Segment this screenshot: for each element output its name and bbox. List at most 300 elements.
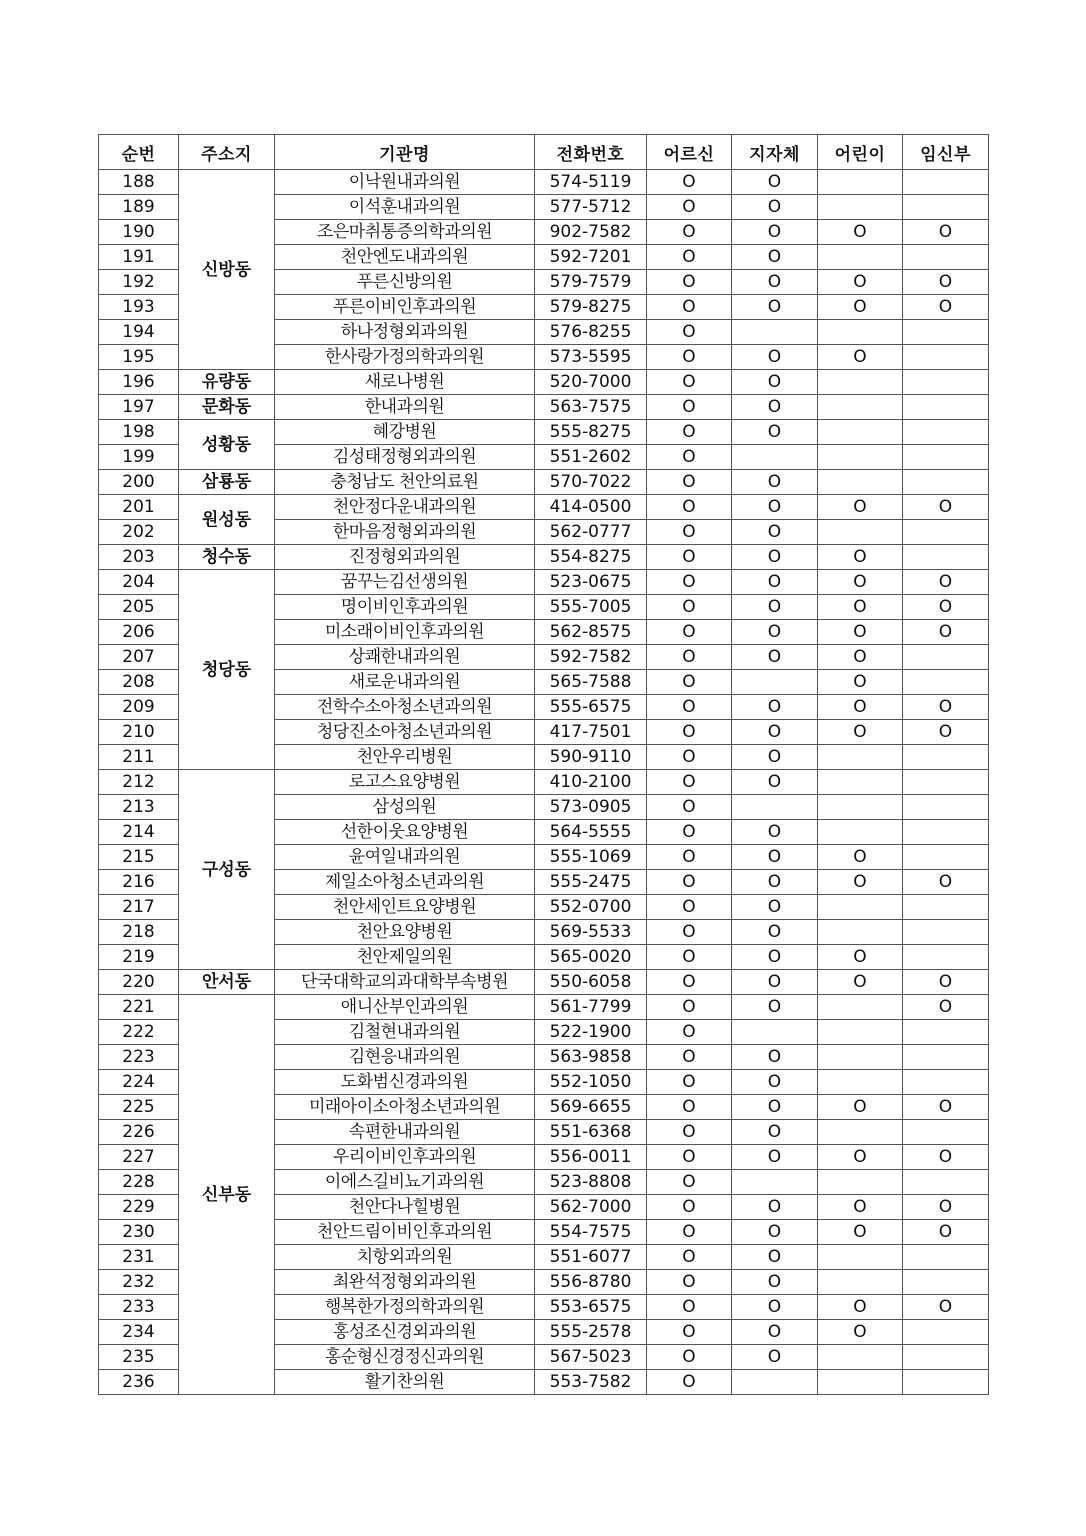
institution-name: 천안세인트요양병원 [275,895,535,920]
institution-name: 이석훈내과의원 [275,195,535,220]
row-number: 202 [99,520,179,545]
phone-number: 555-1069 [535,845,647,870]
pregnant-mark [903,370,989,395]
row-number: 209 [99,695,179,720]
phone-number: 550-6058 [535,970,647,995]
local-gov-mark: O [732,645,818,670]
elderly-mark: O [647,1245,732,1270]
local-gov-mark [732,1020,818,1045]
elderly-mark: O [647,195,732,220]
local-gov-mark: O [732,1070,818,1095]
children-mark [818,420,903,445]
pregnant-mark [903,1120,989,1145]
phone-number: 551-6077 [535,1245,647,1270]
row-number: 223 [99,1045,179,1070]
phone-number: 554-8275 [535,545,647,570]
row-number: 234 [99,1320,179,1345]
pregnant-mark [903,920,989,945]
local-gov-mark: O [732,595,818,620]
pregnant-mark [903,820,989,845]
local-gov-mark: O [732,470,818,495]
pregnant-mark [903,195,989,220]
address-district: 문화동 [179,395,275,420]
children-mark [818,1070,903,1095]
institution-name: 선한이웃요양병원 [275,820,535,845]
phone-number: 552-0700 [535,895,647,920]
elderly-mark: O [647,1120,732,1145]
local-gov-mark: O [732,1095,818,1120]
row-number: 228 [99,1170,179,1195]
elderly-mark: O [647,1045,732,1070]
row-number: 201 [99,495,179,520]
address-district: 삼룡동 [179,470,275,495]
children-mark: O [818,720,903,745]
local-gov-mark: O [732,845,818,870]
row-number: 210 [99,720,179,745]
children-mark [818,1370,903,1395]
elderly-mark: O [647,370,732,395]
local-gov-mark: O [732,970,818,995]
elderly-mark: O [647,745,732,770]
institution-name: 하나정형외과의원 [275,320,535,345]
children-mark [818,995,903,1020]
children-mark: O [818,270,903,295]
local-gov-mark [732,445,818,470]
institution-name: 행복한가정의학과의원 [275,1295,535,1320]
phone-number: 577-5712 [535,195,647,220]
pregnant-mark [903,545,989,570]
children-mark [818,520,903,545]
institution-name: 한사랑가정의학과의원 [275,345,535,370]
pregnant-mark: O [903,870,989,895]
elderly-mark: O [647,470,732,495]
row-number: 221 [99,995,179,1020]
table-row [99,370,989,395]
institution-name: 푸른이비인후과의원 [275,295,535,320]
phone-number: 555-2475 [535,870,647,895]
children-mark: O [818,945,903,970]
local-gov-mark: O [732,245,818,270]
pregnant-mark: O [903,1220,989,1245]
institution-name: 상쾌한내과의원 [275,645,535,670]
institution-name: 제일소아청소년과의원 [275,870,535,895]
table-row [99,970,989,995]
institution-name: 김현응내과의원 [275,1045,535,1070]
children-mark [818,1245,903,1270]
row-number: 231 [99,1245,179,1270]
children-mark [818,1270,903,1295]
elderly-mark: O [647,795,732,820]
pregnant-mark [903,1170,989,1195]
pregnant-mark [903,395,989,420]
row-number: 199 [99,445,179,470]
children-mark: O [818,595,903,620]
elderly-mark: O [647,1370,732,1395]
institution-name: 진정형외과의원 [275,545,535,570]
pregnant-mark [903,645,989,670]
institution-name: 천안드림이비인후과의원 [275,1220,535,1245]
row-number: 220 [99,970,179,995]
local-gov-mark [732,1170,818,1195]
table-row [99,995,989,1020]
row-number: 208 [99,670,179,695]
phone-number: 555-6575 [535,695,647,720]
children-mark: O [818,570,903,595]
elderly-mark: O [647,970,732,995]
row-number: 190 [99,220,179,245]
address-district: 구성동 [179,770,275,970]
header-no: 순번 [99,135,179,170]
row-number: 206 [99,620,179,645]
children-mark: O [818,220,903,245]
local-gov-mark: O [732,295,818,320]
phone-number: 565-0020 [535,945,647,970]
elderly-mark: O [647,670,732,695]
table-row [99,570,989,595]
pregnant-mark [903,1270,989,1295]
institution-name: 미소래이비인후과의원 [275,620,535,645]
elderly-mark: O [647,1270,732,1295]
phone-number: 563-7575 [535,395,647,420]
pregnant-mark [903,1245,989,1270]
pregnant-mark [903,1320,989,1345]
pregnant-mark [903,845,989,870]
phone-number: 555-2578 [535,1320,647,1345]
pregnant-mark: O [903,270,989,295]
row-number: 230 [99,1220,179,1245]
local-gov-mark: O [732,945,818,970]
elderly-mark: O [647,1145,732,1170]
phone-number: 555-7005 [535,595,647,620]
phone-number: 562-7000 [535,1195,647,1220]
children-mark: O [818,645,903,670]
children-mark [818,245,903,270]
pregnant-mark: O [903,220,989,245]
local-gov-mark: O [732,495,818,520]
local-gov-mark: O [732,1120,818,1145]
elderly-mark: O [647,1295,732,1320]
children-mark: O [818,670,903,695]
address-district: 신방동 [179,170,275,370]
children-mark: O [818,970,903,995]
children-mark: O [818,870,903,895]
pregnant-mark: O [903,1295,989,1320]
pregnant-mark: O [903,570,989,595]
institution-name: 속편한내과의원 [275,1120,535,1145]
children-mark [818,1170,903,1195]
row-number: 197 [99,395,179,420]
pregnant-mark [903,1070,989,1095]
elderly-mark: O [647,170,732,195]
pregnant-mark [903,320,989,345]
row-number: 216 [99,870,179,895]
phone-number: 579-7579 [535,270,647,295]
pregnant-mark [903,420,989,445]
pregnant-mark [903,470,989,495]
phone-number: 554-7575 [535,1220,647,1245]
local-gov-mark: O [732,570,818,595]
phone-number: 574-5119 [535,170,647,195]
elderly-mark: O [647,395,732,420]
address-district: 신부동 [179,995,275,1395]
row-number: 196 [99,370,179,395]
institution-name: 김성태정형외과의원 [275,445,535,470]
institution-name: 삼성의원 [275,795,535,820]
pregnant-mark [903,1345,989,1370]
row-number: 193 [99,295,179,320]
phone-number: 592-7582 [535,645,647,670]
row-number: 205 [99,595,179,620]
pregnant-mark: O [903,970,989,995]
institution-name: 천안우리병원 [275,745,535,770]
children-mark [818,1345,903,1370]
phone-number: 562-8575 [535,620,647,645]
phone-number: 579-8275 [535,295,647,320]
institution-name: 천안요양병원 [275,920,535,945]
phone-number: 552-1050 [535,1070,647,1095]
institution-name: 우리이비인후과의원 [275,1145,535,1170]
pregnant-mark [903,170,989,195]
children-mark [818,895,903,920]
row-number: 192 [99,270,179,295]
institution-name: 혜강병원 [275,420,535,445]
phone-number: 523-8808 [535,1170,647,1195]
row-number: 226 [99,1120,179,1145]
header-address: 주소지 [179,135,275,170]
local-gov-mark: O [732,770,818,795]
phone-number: 551-6368 [535,1120,647,1145]
pregnant-mark [903,945,989,970]
pregnant-mark [903,1045,989,1070]
institution-name: 홍순형신경정신과의원 [275,1345,535,1370]
institution-name: 새로운내과의원 [275,670,535,695]
row-number: 195 [99,345,179,370]
children-mark: O [818,620,903,645]
local-gov-mark: O [732,420,818,445]
elderly-mark: O [647,270,732,295]
institution-name: 청당진소아청소년과의원 [275,720,535,745]
phone-number: 564-5555 [535,820,647,845]
row-number: 200 [99,470,179,495]
elderly-mark: O [647,1020,732,1045]
elderly-mark: O [647,820,732,845]
elderly-mark: O [647,1320,732,1345]
phone-number: 410-2100 [535,770,647,795]
phone-number: 569-5533 [535,920,647,945]
row-number: 227 [99,1145,179,1170]
phone-number: 553-6575 [535,1295,647,1320]
elderly-mark: O [647,1070,732,1095]
row-number: 188 [99,170,179,195]
institution-name: 전학수소아청소년과의원 [275,695,535,720]
children-mark: O [818,345,903,370]
row-number: 215 [99,845,179,870]
elderly-mark: O [647,845,732,870]
local-gov-mark: O [732,695,818,720]
phone-number: 592-7201 [535,245,647,270]
pregnant-mark: O [903,1095,989,1120]
header-local-gov: 지자체 [732,135,818,170]
elderly-mark: O [647,420,732,445]
address-district: 청수동 [179,545,275,570]
row-number: 232 [99,1270,179,1295]
phone-number: 567-5023 [535,1345,647,1370]
institution-name: 윤여일내과의원 [275,845,535,870]
local-gov-mark: O [732,1145,818,1170]
phone-number: 570-7022 [535,470,647,495]
address-district: 원성동 [179,495,275,545]
institution-name: 꿈꾸는김선생의원 [275,570,535,595]
table-row [99,770,989,795]
local-gov-mark: O [732,545,818,570]
phone-number: 573-0905 [535,795,647,820]
children-mark [818,1020,903,1045]
table-row [99,170,989,195]
local-gov-mark: O [732,870,818,895]
pregnant-mark: O [903,495,989,520]
local-gov-mark: O [732,620,818,645]
local-gov-mark: O [732,1195,818,1220]
elderly-mark: O [647,220,732,245]
institution-name: 푸른신방의원 [275,270,535,295]
row-number: 235 [99,1345,179,1370]
pregnant-mark [903,770,989,795]
children-mark [818,745,903,770]
elderly-mark: O [647,1095,732,1120]
local-gov-mark: O [732,270,818,295]
children-mark [818,1120,903,1145]
children-mark: O [818,1145,903,1170]
local-gov-mark: O [732,395,818,420]
pregnant-mark [903,345,989,370]
elderly-mark: O [647,945,732,970]
institution-name: 활기찬의원 [275,1370,535,1395]
local-gov-mark: O [732,520,818,545]
children-mark [818,320,903,345]
phone-number: 523-0675 [535,570,647,595]
local-gov-mark: O [732,1295,818,1320]
phone-number: 565-7588 [535,670,647,695]
row-number: 217 [99,895,179,920]
children-mark: O [818,545,903,570]
children-mark [818,920,903,945]
elderly-mark: O [647,495,732,520]
elderly-mark: O [647,570,732,595]
elderly-mark: O [647,345,732,370]
institution-name: 한마음정형외과의원 [275,520,535,545]
children-mark [818,170,903,195]
institution-name: 이낙원내과의원 [275,170,535,195]
institution-name: 한내과의원 [275,395,535,420]
table-row [99,545,989,570]
phone-number: 555-8275 [535,420,647,445]
header-children: 어린이 [818,135,903,170]
elderly-mark: O [647,1220,732,1245]
row-number: 222 [99,1020,179,1045]
institution-name: 최완석정형외과의원 [275,1270,535,1295]
children-mark: O [818,845,903,870]
pregnant-mark: O [903,1145,989,1170]
phone-number: 553-7582 [535,1370,647,1395]
local-gov-mark: O [732,920,818,945]
pregnant-mark: O [903,295,989,320]
elderly-mark: O [647,1195,732,1220]
local-gov-mark: O [732,1270,818,1295]
table-body [99,170,989,1395]
address-district: 성황동 [179,420,275,470]
local-gov-mark [732,670,818,695]
elderly-mark: O [647,520,732,545]
phone-number: 417-7501 [535,720,647,745]
elderly-mark: O [647,720,732,745]
table-row [99,495,989,520]
header-row [99,135,989,170]
pregnant-mark [903,245,989,270]
row-number: 236 [99,1370,179,1395]
children-mark [818,770,903,795]
pregnant-mark: O [903,995,989,1020]
institution-name: 미래아이소아청소년과의원 [275,1095,535,1120]
elderly-mark: O [647,995,732,1020]
address-district: 청당동 [179,570,275,770]
elderly-mark: O [647,695,732,720]
pregnant-mark: O [903,720,989,745]
elderly-mark: O [647,920,732,945]
elderly-mark: O [647,545,732,570]
children-mark: O [818,295,903,320]
row-number: 194 [99,320,179,345]
row-number: 204 [99,570,179,595]
children-mark [818,820,903,845]
elderly-mark: O [647,895,732,920]
children-mark [818,1045,903,1070]
phone-number: 522-1900 [535,1020,647,1045]
local-gov-mark: O [732,1345,818,1370]
elderly-mark: O [647,320,732,345]
pregnant-mark [903,1370,989,1395]
children-mark: O [818,1095,903,1120]
children-mark [818,470,903,495]
children-mark: O [818,1320,903,1345]
local-gov-mark: O [732,170,818,195]
pregnant-mark: O [903,695,989,720]
phone-number: 563-9858 [535,1045,647,1070]
row-number: 218 [99,920,179,945]
local-gov-mark [732,1370,818,1395]
children-mark: O [818,1195,903,1220]
local-gov-mark: O [732,720,818,745]
local-gov-mark: O [732,745,818,770]
row-number: 213 [99,795,179,820]
institution-name: 천안다나힐병원 [275,1195,535,1220]
elderly-mark: O [647,445,732,470]
hospital-table [98,134,989,1395]
institution-name: 명이비인후과의원 [275,595,535,620]
pregnant-mark: O [903,595,989,620]
address-district: 유량동 [179,370,275,395]
institution-name: 치항외과의원 [275,1245,535,1270]
institution-name: 조은마취통증의학과의원 [275,220,535,245]
pregnant-mark [903,745,989,770]
elderly-mark: O [647,620,732,645]
children-mark [818,445,903,470]
phone-number: 561-7799 [535,995,647,1020]
institution-name: 천안제일의원 [275,945,535,970]
elderly-mark: O [647,870,732,895]
table-row [99,420,989,445]
row-number: 224 [99,1070,179,1095]
phone-number: 902-7582 [535,220,647,245]
